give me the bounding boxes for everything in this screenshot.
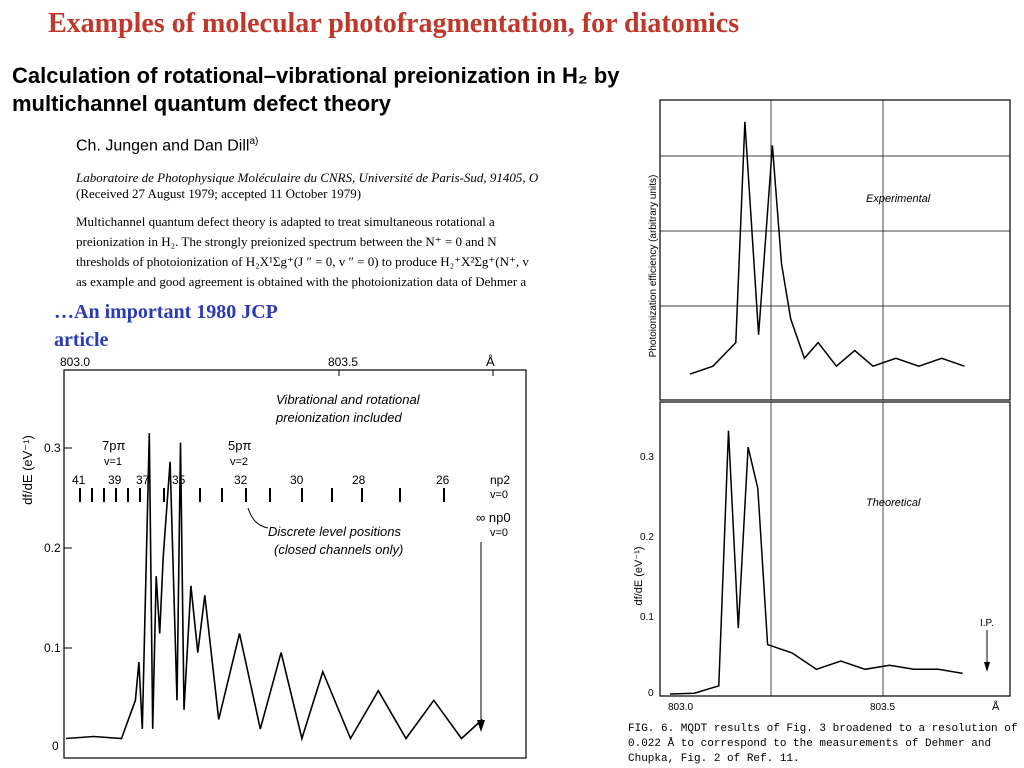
abstract-line: as example and good agreement is obtained with the photoionization data of Dehmer a — [76, 274, 527, 289]
ip-label: I.P. — [980, 618, 994, 629]
note-line-2: article — [54, 329, 109, 351]
left-y-tick-0: 0 — [52, 739, 59, 753]
right-theoretical-curve — [670, 431, 963, 694]
discrete-level-note-2: (closed channels only) — [274, 542, 404, 557]
label-5p-pi: 5pπ — [228, 438, 252, 453]
right-chart — [630, 96, 1022, 722]
np2-label: np2 — [490, 473, 511, 487]
abstract-line: thresholds of photoionization of H₂X¹Σg⁺(J ″ = 0, v ″ = 0) to produce H₂⁺X²Σg⁺(N⁺, v — [76, 254, 529, 269]
ip-arrow-right-head — [984, 662, 990, 672]
right-x-tick-803-5: 803.5 — [870, 702, 896, 713]
n-label-26: 26 — [436, 473, 450, 487]
paper-title-line-1: Calculation of rotational–vibrational preionization in H₂ by — [12, 63, 620, 88]
note-line-1: …An important 1980 JCP — [54, 301, 278, 323]
right-bottom-annotation: Theoretical — [866, 497, 921, 509]
right-top-grid — [660, 100, 1010, 400]
right-y-tick-0-1: 0.1 — [640, 612, 654, 623]
paper-affiliation: Laboratoire de Photophysique Moléculaire du CNRS, Université de Paris-Sud, 91405, O — [76, 170, 539, 185]
paper-authors — [76, 136, 258, 155]
label-7p-v: v=1 — [104, 456, 123, 468]
discrete-level-note-1: Discrete level positions — [268, 524, 401, 539]
left-x-tick-803-0: 803.0 — [60, 355, 91, 369]
abstract-line: Multichannel quantum defect theory is adapted to treat simultaneous rotational a — [76, 214, 495, 229]
left-y-tick-0-3: 0.3 — [44, 441, 61, 455]
right-x-unit: Å — [992, 701, 1000, 713]
right-top-y-label: Photoionization efficiency (arbitrary units) — [648, 174, 659, 358]
caption-line: FIG. 6. MQDT results of Fig. 3 broadened to a resolution of — [628, 723, 1018, 735]
left-y-tick-0-1: 0.1 — [44, 641, 61, 655]
np0-v-label: v=0 — [490, 527, 509, 539]
discrete-level-pointer — [248, 508, 268, 528]
n-label-37: 37 — [136, 473, 150, 487]
n-label-39: 39 — [108, 473, 122, 487]
right-experimental-curve — [690, 122, 965, 374]
right-y-tick-0-2: 0.2 — [640, 532, 654, 543]
n-label-30: 30 — [290, 473, 304, 487]
n-label-32: 32 — [234, 473, 248, 487]
ip-arrow-head — [477, 720, 485, 732]
right-y-tick-0-3: 0.3 — [640, 452, 654, 463]
label-5p-v: v=2 — [230, 456, 249, 468]
authors-footnote: a) — [249, 136, 259, 147]
right-bottom-y-label: df/dE (eV⁻¹) — [633, 546, 645, 606]
slide-note — [54, 298, 354, 354]
np0-label: ∞ np0 — [476, 510, 511, 525]
right-x-tick-803-0: 803.0 — [668, 702, 694, 713]
figure-caption — [628, 722, 1018, 767]
left-annotation-1: Vibrational and rotational — [276, 392, 420, 407]
left-chart — [0, 350, 540, 762]
paper-received-dates: (Received 27 August 1979; accepted 11 October 1979) — [76, 186, 362, 201]
caption-line: 0.022 Å to correspond to the measurements of Dehmer and — [628, 738, 992, 750]
paper-abstract — [76, 212, 612, 292]
left-x-tick-803-5: 803.5 — [328, 355, 359, 369]
np2-v-label: v=0 — [490, 489, 509, 501]
left-x-unit: Å — [486, 354, 495, 369]
label-7p-pi: 7pπ — [102, 438, 126, 453]
right-y-tick-0: 0 — [648, 688, 654, 699]
left-y-tick-0-2: 0.2 — [44, 541, 61, 555]
n-label-41: 41 — [72, 473, 86, 487]
n-label-35: 35 — [172, 473, 186, 487]
slide-title: Examples of molecular photofragmentation, for diatomics — [48, 8, 740, 39]
authors-text: Ch. Jungen and Dan Dill — [76, 137, 250, 155]
n-label-28: 28 — [352, 473, 366, 487]
paper-title-line-2: multichannel quantum defect theory — [12, 91, 391, 116]
right-bottom-frame — [660, 402, 1010, 696]
caption-line: Chupka, Fig. 2 of Ref. 11. — [628, 753, 800, 765]
left-annotation-2: preionization included — [276, 410, 402, 425]
right-top-annotation: Experimental — [866, 193, 931, 205]
discrete-level-ticks — [80, 488, 444, 502]
left-chart-frame — [64, 370, 526, 758]
left-spectrum-curve — [66, 433, 482, 738]
left-y-label: df/dE (eV⁻¹) — [20, 435, 35, 505]
right-top-frame — [660, 100, 1010, 400]
abstract-line: preionization in H₂. The strongly preionized spectrum between the N⁺ = 0 and N — [76, 234, 497, 249]
